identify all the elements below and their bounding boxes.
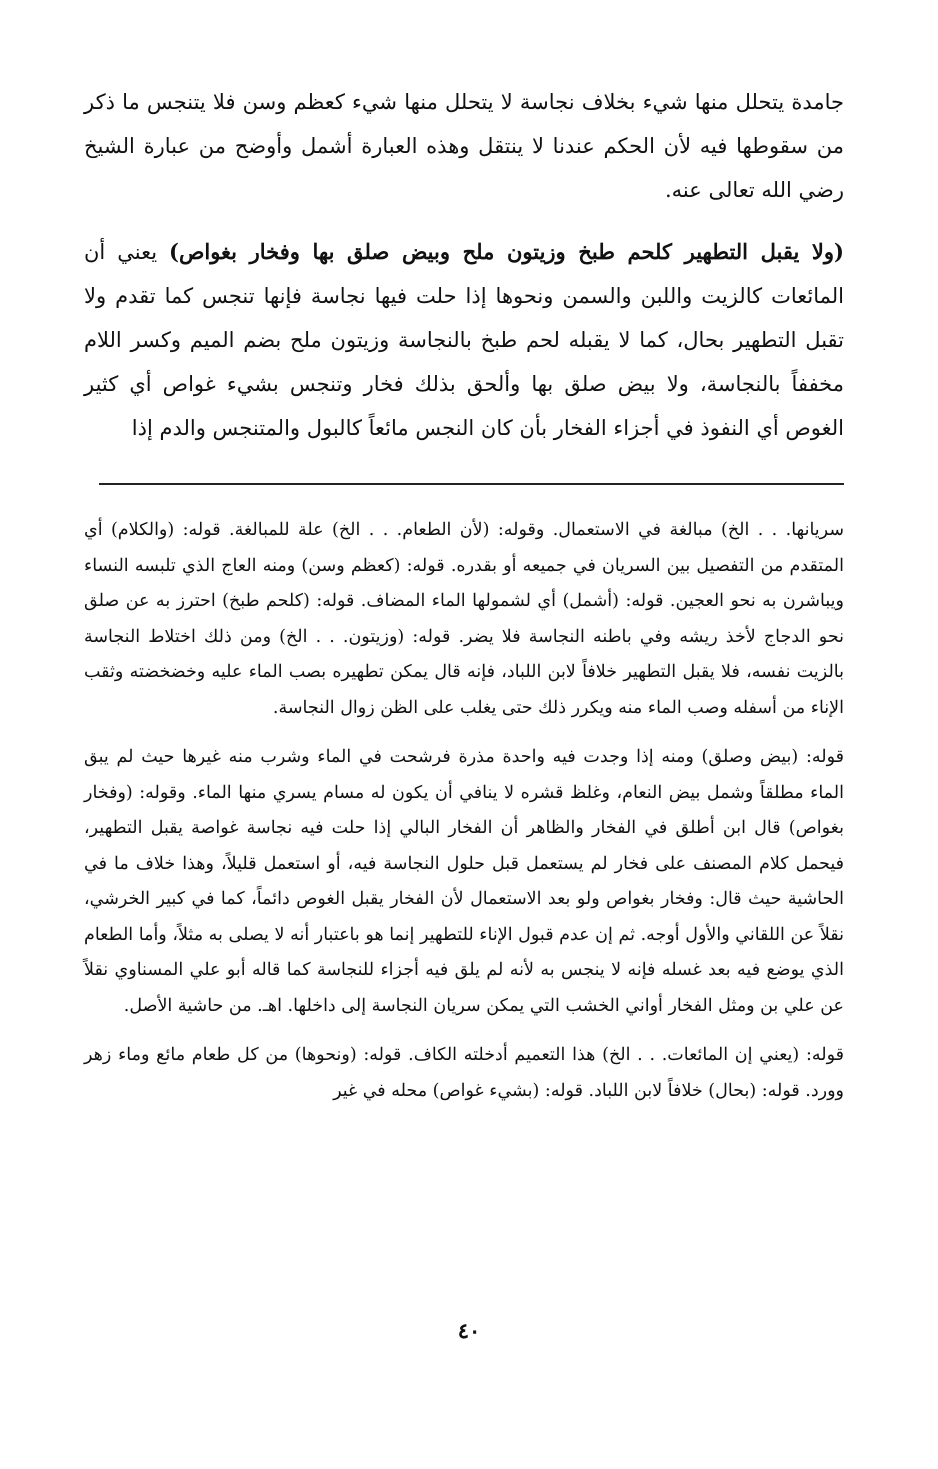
footnote-paragraph: سريانها. . . الخ) مبالغة في الاستعمال. وقوله: (لأن الطعام. . . الخ) علة للمبالغة. قوله: (والكلام) أي المتقدم من التفصيل بين السريان في جميعه أو بقدره. قوله: (كعظم وسن) ومنه العاج الذي تلبسه النساء ويباشرن به نحو العجين. قوله: (أشمل) أي لشمولها الماء المضاف. قوله: (كلحم طبخ) احترز به عن صلق نحو الدجاج لأخذ ريشه وفي باطنه النجاسة فلا يضر. قوله: (وزيتون. . . الخ) ومن ذلك اختلاط النجاسة بالزيت نفسه، فلا يقبل التطهير خلافاً لابن اللباد، فإنه قال يمكن تطهيره بصب الماء عليه وخضخضته وثقب الإناء من أسفله وصب الماء منه ويكرر ذلك حتى يغلب على الظن زوال النجاسة. <box>84 520 844 718</box>
footnote-separator <box>99 483 844 485</box>
main-text <box>84 80 844 450</box>
footnote-paragraph: قوله: (بيض وصلق) ومنه إذا وجدت فيه واحدة مذرة فرشحت في الماء وشرب منه غيرها حيث لم يبق الماء مطلقاً وشمل بيض النعام، وغلظ قشره لا ينافي أن يكون له مسام يسري منها الماء. وقوله: (وفخار بغواص) قال ابن أطلق في الفخار والظاهر أن الفخار البالي إذا حلت فيه نجاسة غواصة يقبل التطهير، فيحمل كلام المصنف على فخار لم يستعمل قبل حلول النجاسة فيه، أو استعمل قليلاً، وهذا خلاف ما في الحاشية حيث قال: وفخار بغواص ولو بعد الاستعمال لأن الفخار يقبل الغوص دائماً، كما في كبير الخرشي، نقلاً عن اللقاني والأول أوجه. ثم إن عدم قبول الإناء للتطهير إنما هو باعتبار أنه لا يصلى به مثلاً، وأما الطعام الذي يوضع فيه بعد غسله فإنه لا ينجس به لأنه لم يلق فيه أجزاء للنجاسة كما قاله أبو علي المسناوي نقلاً عن علي بن ومثل الفخار أواني الخشب التي يمكن سريان النجاسة إلى داخلها. اهـ. من حاشية الأصل. <box>84 747 844 1016</box>
commentary-text: يعني أن المائعات كالزيت واللبن والسمن ونحوها إذا حلت فيها نجاسة فإنها تنجس كما تقدم ولا تقبل التطهير بحال، كما لا يقبله لحم طبخ بالنجاسة وزيتون ملح بضم الميم وكسر اللام مخففاً بالنجاسة، ولا بيض صلق بها وألحق بذلك فخار وتنجس بشيء غواص أي كثير الغوص أي النفوذ في أجزاء الفخار بأن كان النجس مائعاً كالبول والمتنجس والدم إذا <box>84 240 844 440</box>
main-paragraph <box>84 230 844 450</box>
book-page <box>84 80 844 1109</box>
matn-quote: (ولا يقبل التطهير كلحم طبخ وزيتون ملح وبيض صلق بها وفخار بغواص) <box>169 239 844 264</box>
footnotes <box>84 513 844 1109</box>
footnote-paragraph: قوله: (يعني إن المائعات. . . الخ) هذا التعميم أدخلته الكاف. قوله: (ونحوها) من كل طعام مائع وماء زهر وورد. قوله: (بحال) خلافاً لابن اللباد. قوله: (بشيء غواص) محله في غير <box>84 1045 844 1101</box>
main-paragraph: جامدة يتحلل منها شيء بخلاف نجاسة لا يتحلل منها شيء كعظم وسن فلا يتنجس ما ذكر من سقوطها فيه لأن الحكم عندنا لا ينتقل وهذه العبارة أشمل وأوضح من عبارة الشيخ رضي الله تعالى عنه. <box>84 90 844 202</box>
page-number: ٤٠ <box>457 1318 481 1343</box>
